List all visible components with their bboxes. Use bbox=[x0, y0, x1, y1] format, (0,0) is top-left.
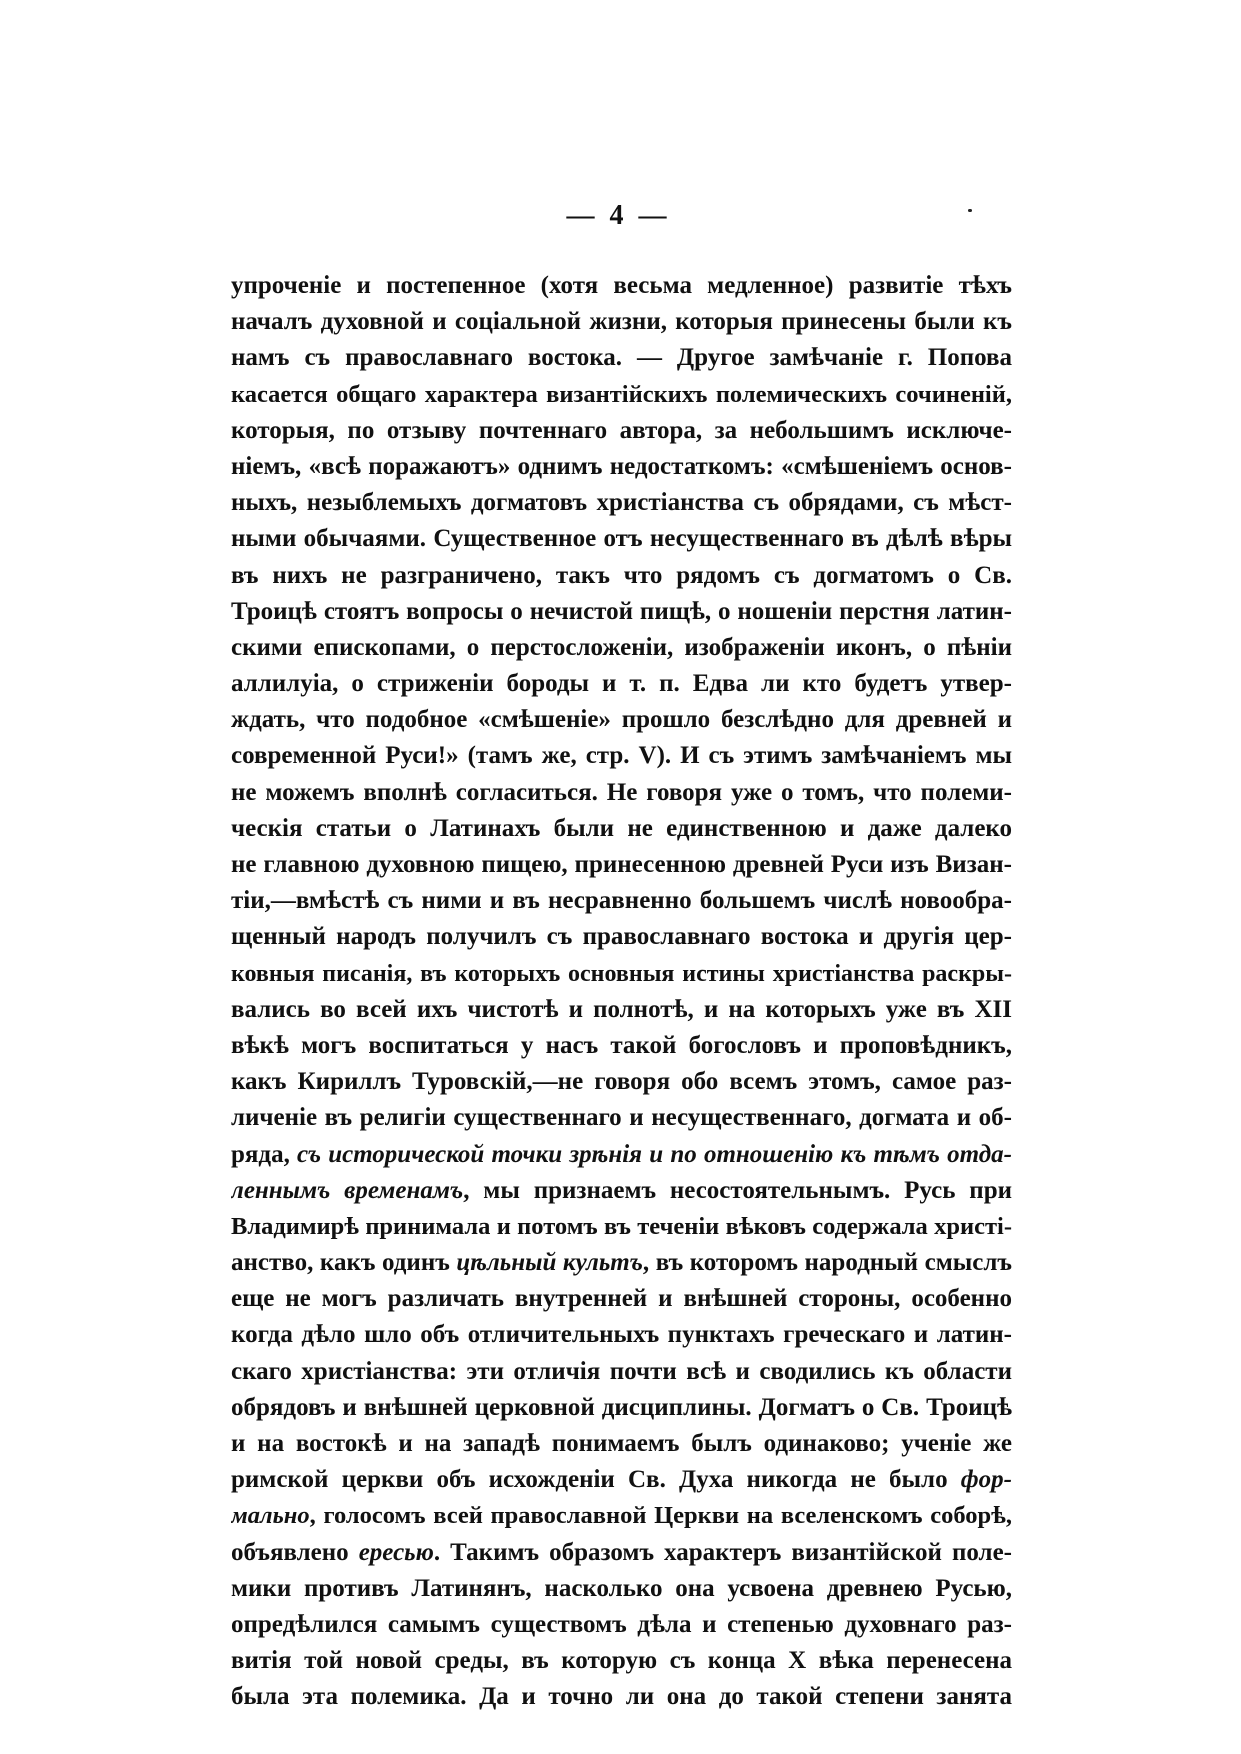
text-line: опредѣлился самымъ существомъ дѣла и степенью духовнаго раз- bbox=[231, 1610, 1012, 1638]
text-line bbox=[231, 1137, 1012, 1173]
text-line: которыя, по отзыву почтеннаго автора, за небольшимъ исключе- bbox=[231, 416, 1012, 444]
italic-run: съ исторической точки зрѣнія и по отношенію къ тѣмъ отда- bbox=[297, 1140, 1012, 1168]
text-line: вались во всей ихъ чистотѣ и полнотѣ, и на которыхъ уже въ XII bbox=[231, 995, 1012, 1023]
text-line: какъ Кириллъ Туровскій,—не говоря обо всемъ этомъ, самое раз- bbox=[231, 1068, 1012, 1096]
text-line: намъ съ православнаго востока. — Другое замѣчаніе г. Попова bbox=[231, 344, 1012, 372]
text-line: и на востокѣ и на западѣ понимаемъ былъ одинаково; ученіе же bbox=[231, 1430, 1012, 1457]
text-line: вѣкѣ могъ воспитаться у насъ такой богословъ и проповѣдникъ, bbox=[231, 1031, 1012, 1059]
text-line: началъ духовной и соціальной жизни, которыя принесены были къ bbox=[231, 308, 1012, 336]
italic-run: ересью bbox=[358, 1538, 434, 1566]
italic-run: леннымъ временамъ bbox=[231, 1176, 464, 1204]
text-run: , мы признаемъ несостоятельнымъ. Русь при bbox=[463, 1176, 1012, 1204]
text-line: Троицѣ стоятъ вопросы о нечистой пищѣ, о ношеніи перстня латин- bbox=[231, 597, 1012, 625]
text-line: витія той новой среды, въ которую съ конца X вѣка перенесена bbox=[231, 1647, 1012, 1675]
text-line: когда дѣло шло объ отличительныхъ пунктахъ греческаго и латин- bbox=[231, 1321, 1012, 1349]
text-line: ждать, что подобное «смѣшеніе» прошло безслѣдно для древней и bbox=[231, 706, 1012, 734]
text-line: не главною духовною пищею, принесенною древней Руси изъ Визан- bbox=[231, 851, 1012, 878]
text-line: касается общаго характера византійскихъ полемическихъ сочиненій, bbox=[231, 380, 1012, 408]
text-line: личеніе въ религіи существеннаго и несущественнаго, догмата и об- bbox=[231, 1104, 1012, 1132]
italic-run: фор- bbox=[960, 1466, 1012, 1494]
italic-run: мально bbox=[231, 1502, 310, 1530]
text-line: скими епископами, о перстосложеніи, изображеніи иконъ, о пѣніи bbox=[231, 633, 1012, 661]
text-run: , въ которомъ народный смыслъ bbox=[642, 1249, 1012, 1277]
text-line: скаго христіанства: эти отличія почти всѣ и сводились къ области bbox=[231, 1357, 1012, 1385]
print-speck bbox=[968, 209, 972, 212]
text-line: ческія статьи о Латинахъ были не единственною и даже далеко bbox=[231, 814, 1012, 842]
text-line: ніемъ, «всѣ поражаютъ» однимъ недостаткомъ: «смѣшеніемъ основ- bbox=[231, 452, 1012, 480]
text-line: ными обычаями. Существенное отъ несущественнаго въ дѣлѣ вѣры bbox=[231, 525, 1012, 553]
text-run: анство, какъ одинъ bbox=[231, 1249, 457, 1277]
text-line: Владимирѣ принимала и потомъ въ теченіи вѣковъ содержала христі- bbox=[231, 1212, 1012, 1240]
text-line: была эта полемика. Да и точно ли она до такой степени занята bbox=[231, 1683, 1012, 1711]
text-line: въ нихъ не разграничено, такъ что рядомъ съ догматомъ о Св. bbox=[231, 561, 1012, 589]
text-line bbox=[231, 1173, 1012, 1209]
text-line: щенный народъ получилъ съ православнаго востока и другія цер- bbox=[231, 923, 1012, 951]
text-line: не можемъ вполнѣ согласиться. Не говоря уже о томъ, что полеми- bbox=[231, 778, 1012, 806]
text-line bbox=[231, 1245, 1012, 1281]
page-number: — 4 — bbox=[566, 200, 671, 231]
text-line bbox=[231, 1462, 1012, 1498]
text-line bbox=[231, 1498, 1012, 1534]
text-run: , голосомъ всей православной Церкви на вселенскомъ соборѣ, bbox=[309, 1502, 1012, 1530]
text-line bbox=[231, 1535, 1012, 1571]
text-line: еще не могъ различать внутренней и внѣшней стороны, особенно bbox=[231, 1285, 1012, 1313]
text-line: ковныя писанія, въ которыхъ основныя истины христіанства раскры- bbox=[231, 960, 1012, 987]
text-run: объявлено bbox=[231, 1538, 359, 1566]
text-line: современной Руси!» (тамъ же, стр. V). И съ этимъ замѣчаніемъ мы bbox=[231, 742, 1012, 770]
text-line: ныхъ, незыблемыхъ догматовъ христіанства съ обрядами, съ мѣст- bbox=[231, 489, 1012, 517]
text-line: мики противъ Латинянъ, насколько она усвоена древнею Русью, bbox=[231, 1574, 1012, 1602]
body-text bbox=[231, 268, 1012, 1716]
text-line: аллилуіа, о стриженіи бороды и т. п. Едва ли кто будетъ утвер- bbox=[231, 670, 1012, 698]
italic-run: цѣльный культъ bbox=[456, 1249, 643, 1277]
text-line: тіи,—вмѣстѣ съ ними и въ несравненно большемъ числѣ новообра- bbox=[231, 887, 1012, 915]
text-run: ряда, bbox=[231, 1140, 298, 1168]
text-line: упроченіе и постепенное (хотя весьма медленное) развитіе тѣхъ bbox=[231, 272, 1012, 299]
text-run: римской церкви объ исхожденіи Св. Духа никогда не было bbox=[231, 1466, 961, 1494]
text-run: . Такимъ образомъ характеръ византійской поле- bbox=[433, 1538, 1012, 1566]
text-line: обрядовъ и внѣшней церковной дисциплины. Догматъ о Св. Троицѣ bbox=[231, 1393, 1012, 1421]
